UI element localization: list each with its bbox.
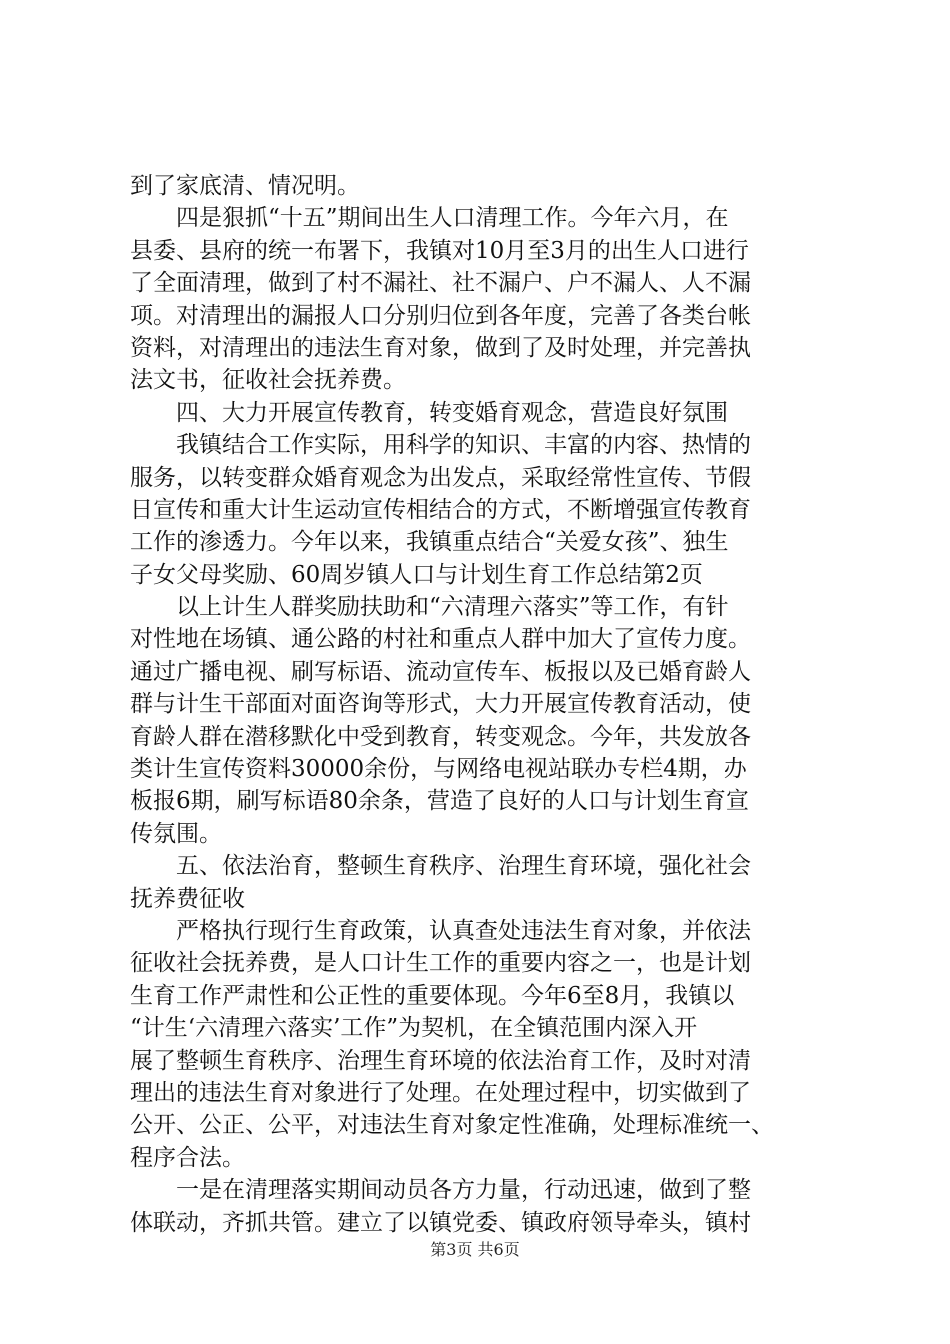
text-line: 程序合法。 [130,1144,245,1171]
text-line: 理出的违法生育对象进行了处理。在处理过程中，切实做到了 [130,1079,751,1106]
text-line: 到了家底清、情况明。 [130,173,360,199]
text-line: 了全面清理，做到了村不漏社、社不漏户、户不漏人、人不漏 [130,270,751,297]
text-line: 五、依法治育，整顿生育秩序、治理生育环境，强化社会 [130,853,751,880]
text-line: 通过广播电视、刷写标语、流动宣传车、板报以及已婚育龄人 [130,658,751,685]
text-line: 一是在清理落实期间动员各方力量，行动迅速，做到了整 [130,1177,751,1204]
text-line: 县委、县府的统一布署下，我镇对10月至3月的出生人口进行 [130,237,749,264]
text-line: 我镇结合工作实际，用科学的知识、丰富的内容、热情的 [130,432,751,459]
text-line: 工作的渗透力。今年以来，我镇重点结合“关爱女孩”、独生 [130,529,729,556]
text-line: 对性地在场镇、通公路的村社和重点人群中加大了宣传力度。 [130,626,751,653]
text-line: 群与计生干部面对面咨询等形式，大力开展宣传教育活动，使 [130,691,751,718]
text-line: 以上计生人群奖励扶助和“六清理六落实”等工作，有针 [130,594,729,621]
text-line: 类计生宣传资料30000余份，与网络电视站联办专栏4期，办 [130,756,747,783]
text-line: 日宣传和重大计生运动宣传相结合的方式，不断增强宣传教育 [130,496,751,523]
document-body [130,170,830,1239]
text-line: 四是狠抓“十五”期间出生人口清理工作。今年六月，在 [130,205,729,232]
text-line: 传氛围。 [130,820,222,847]
text-line: 法文书，征收社会抚养费。 [130,367,406,394]
text-line: 体联动，齐抓共管。建立了以镇党委、镇政府领导牵头，镇村 [130,1209,751,1236]
text-line: 资料，对清理出的违法生育对象，做到了及时处理，并完善执 [130,334,751,361]
text-line: 子女父母奖励、60周岁镇人口与计划生育工作总结第2页 [130,561,703,588]
text-line: 展了整顿生育秩序、治理生育环境的依法治育工作，及时对清 [130,1047,751,1074]
text-line: 板报6期，刷写标语80余条，营造了良好的人口与计划生育宣 [130,788,749,815]
text-line: 严格执行现行生育政策，认真查处违法生育对象，并依法 [130,917,751,944]
page-footer: 第3页 共6页 [430,1240,520,1259]
text-line: 公开、公正、公平，对违法生育对象定性准确，处理标准统一、 [130,1112,774,1139]
text-line: 育龄人群在潜移默化中受到教育，转变观念。今年，共发放各 [130,723,751,750]
text-line: 项。对清理出的漏报人口分别归位到各年度，完善了各类台帐 [130,302,751,329]
text-line: “计生‘六清理六落实’工作”为契机，在全镇范围内深入开 [130,1015,698,1042]
text-line: 生育工作严肃性和公正性的重要体现。今年6至8月，我镇以 [130,982,735,1009]
text-line: 服务，以转变群众婚育观念为出发点，采取经常性宣传、节假 [130,464,751,491]
text-line: 征收社会抚养费，是人口计生工作的重要内容之一，也是计划 [130,950,751,977]
text-line: 四、大力开展宣传教育，转变婚育观念，营造良好氛围 [130,399,728,426]
text-line: 抚养费征收 [130,885,245,912]
